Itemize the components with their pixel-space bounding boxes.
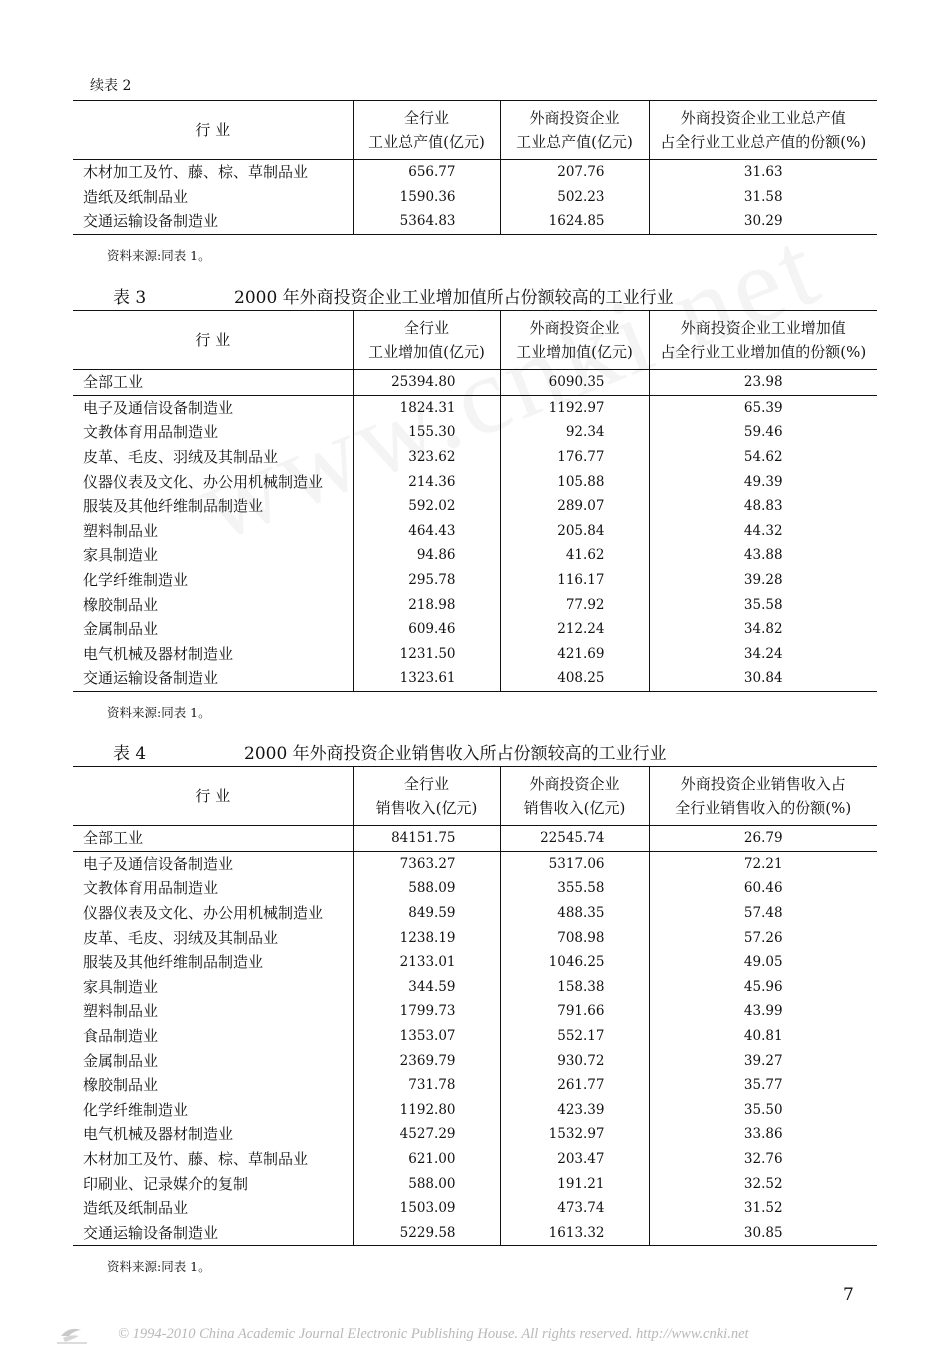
continued-table-title: 续表 2: [90, 78, 132, 94]
total-industry-cell: 155.30: [353, 420, 500, 445]
table-row: [73, 519, 877, 544]
share-cell: 59.46: [649, 420, 877, 445]
industry-cell: 全部工业: [73, 826, 353, 852]
table-row: [73, 543, 877, 568]
share-cell: 34.24: [649, 642, 877, 667]
table-total-row: [73, 370, 877, 396]
total-industry-cell: 588.09: [353, 876, 500, 901]
table-row: [73, 950, 877, 975]
total-industry-cell: 849.59: [353, 901, 500, 926]
share-cell: 54.62: [649, 445, 877, 470]
share-cell: 44.32: [649, 519, 877, 544]
share-cell: 49.05: [649, 950, 877, 975]
share-cell: 43.88: [649, 543, 877, 568]
total-industry-cell: 4527.29: [353, 1122, 500, 1147]
table-row: [73, 925, 877, 950]
table-3-number: 表 3: [113, 288, 147, 308]
table-row: [73, 1147, 877, 1172]
total-industry-cell: 94.86: [353, 543, 500, 568]
industry-cell: 皮革、毛皮、羽绒及其制品业: [83, 448, 279, 467]
share-cell: 30.84: [649, 666, 877, 691]
header-industry: 行 业: [73, 767, 353, 826]
header-total-industry: 全行业 工业增加值(亿元): [353, 311, 500, 370]
header-share: 外商投资企业工业总产值 占全行业工业总产值的份额(%): [649, 101, 877, 160]
table-row: [73, 1048, 877, 1073]
header-share: 外商投资企业销售收入占 全行业销售收入的份额(%): [649, 767, 877, 826]
foreign-enterprise-cell: 708.98: [500, 925, 649, 950]
table-row: [73, 568, 877, 593]
total-industry-cell: 656.77: [353, 160, 500, 185]
share-cell: 60.46: [649, 876, 877, 901]
foreign-enterprise-cell: 176.77: [500, 445, 649, 470]
table-row: [73, 420, 877, 445]
foreign-enterprise-cell: 930.72: [500, 1048, 649, 1073]
industry-cell: 仪器仪表及文化、办公用机械制造业: [83, 904, 324, 923]
table-2: [73, 100, 877, 235]
table-row: [73, 642, 877, 667]
cnki-logo-icon: [55, 1322, 89, 1346]
table-row: [73, 592, 877, 617]
table-row: [73, 494, 877, 519]
industry-cell: 造纸及纸制品业: [83, 1199, 189, 1218]
industry-cell: 家具制造业: [83, 977, 159, 996]
total-industry-cell: 2369.79: [353, 1048, 500, 1073]
table-row: [73, 999, 877, 1024]
industry-cell: 电子及通信设备制造业: [83, 854, 234, 873]
industry-cell: 皮革、毛皮、羽绒及其制品业: [83, 928, 279, 947]
total-industry-cell: 464.43: [353, 519, 500, 544]
foreign-enterprise-cell: 791.66: [500, 999, 649, 1024]
industry-cell: 化学纤维制造业: [83, 571, 189, 590]
foreign-enterprise-cell: 92.34: [500, 420, 649, 445]
industry-cell: 造纸及纸制品业: [83, 187, 189, 206]
total-industry-cell: 25394.80: [353, 370, 500, 396]
foreign-enterprise-cell: 1532.97: [500, 1122, 649, 1147]
industry-cell: 金属制品业: [83, 1051, 159, 1070]
industry-cell: 化学纤维制造业: [83, 1100, 189, 1119]
table-row: [73, 1024, 877, 1049]
industry-cell: 木材加工及竹、藤、棕、草制品业: [83, 1150, 309, 1169]
total-industry-cell: 7363.27: [353, 851, 500, 876]
foreign-enterprise-cell: 502.23: [500, 185, 649, 210]
header-foreign-enterprise: 外商投资企业 销售收入(亿元): [500, 767, 649, 826]
table-row: [73, 1098, 877, 1123]
industry-cell: 文教体育用品制造业: [83, 423, 219, 442]
industry-cell: 服装及其他纤维制品制造业: [83, 497, 264, 516]
share-cell: 32.76: [649, 1147, 877, 1172]
table-4: [73, 766, 877, 1246]
table-row: [73, 1171, 877, 1196]
share-cell: 31.58: [649, 185, 877, 210]
foreign-enterprise-cell: 5317.06: [500, 851, 649, 876]
total-industry-cell: 1231.50: [353, 642, 500, 667]
table-row: [73, 617, 877, 642]
table-total-row: [73, 826, 877, 852]
table-row: [73, 666, 877, 691]
industry-cell: 电气机械及器材制造业: [83, 644, 234, 663]
industry-cell: 印刷业、记录媒介的复制: [83, 1174, 249, 1193]
share-cell: 34.82: [649, 617, 877, 642]
header-total-industry: 全行业 销售收入(亿元): [353, 767, 500, 826]
industry-cell: 橡胶制品业: [83, 1076, 159, 1095]
table-4-source: 资料来源:同表 1。: [107, 1259, 211, 1274]
table-4-title: 2000 年外商投资企业销售收入所占份额较高的工业行业: [244, 744, 667, 764]
table-header-row: [73, 101, 877, 160]
industry-cell: 文教体育用品制造业: [83, 879, 219, 898]
table-row: [73, 901, 877, 926]
industry-cell: 服装及其他纤维制品制造业: [83, 953, 264, 972]
foreign-enterprise-cell: 473.74: [500, 1196, 649, 1221]
share-cell: 31.63: [649, 160, 877, 185]
table-3-title: 2000 年外商投资企业工业增加值所占份额较高的工业行业: [234, 288, 674, 308]
table-row: [73, 851, 877, 876]
share-cell: 23.98: [649, 370, 877, 396]
share-cell: 39.28: [649, 568, 877, 593]
share-cell: 43.99: [649, 999, 877, 1024]
industry-cell: 塑料制品业: [83, 521, 159, 540]
share-cell: 57.48: [649, 901, 877, 926]
foreign-enterprise-cell: 77.92: [500, 592, 649, 617]
foreign-enterprise-cell: 552.17: [500, 1024, 649, 1049]
share-cell: 30.85: [649, 1221, 877, 1246]
foreign-enterprise-cell: 205.84: [500, 519, 649, 544]
foreign-enterprise-cell: 116.17: [500, 568, 649, 593]
total-industry-cell: 609.46: [353, 617, 500, 642]
total-industry-cell: 344.59: [353, 975, 500, 1000]
table-row: [73, 1073, 877, 1098]
total-industry-cell: 731.78: [353, 1073, 500, 1098]
table-row: [73, 209, 877, 234]
total-industry-cell: 1323.61: [353, 666, 500, 691]
table-row: [73, 876, 877, 901]
foreign-enterprise-cell: 1613.32: [500, 1221, 649, 1246]
industry-cell: 全部工业: [73, 370, 353, 396]
total-industry-cell: 1824.31: [353, 395, 500, 420]
header-total-industry: 全行业 工业总产值(亿元): [353, 101, 500, 160]
total-industry-cell: 2133.01: [353, 950, 500, 975]
total-industry-cell: 1503.09: [353, 1196, 500, 1221]
table-row: [73, 395, 877, 420]
foreign-enterprise-cell: 41.62: [500, 543, 649, 568]
industry-cell: 电气机械及器材制造业: [83, 1125, 234, 1144]
share-cell: 65.39: [649, 395, 877, 420]
table-header-row: [73, 767, 877, 826]
table-row: [73, 469, 877, 494]
share-cell: 35.58: [649, 592, 877, 617]
industry-cell: 仪器仪表及文化、办公用机械制造业: [83, 472, 324, 491]
foreign-enterprise-cell: 1046.25: [500, 950, 649, 975]
foreign-enterprise-cell: 423.39: [500, 1098, 649, 1123]
share-cell: 35.77: [649, 1073, 877, 1098]
total-industry-cell: 621.00: [353, 1147, 500, 1172]
share-cell: 49.39: [649, 469, 877, 494]
industry-cell: 交通运输设备制造业: [83, 212, 219, 231]
foreign-enterprise-cell: 207.76: [500, 160, 649, 185]
foreign-enterprise-cell: 22545.74: [500, 826, 649, 852]
header-industry: 行 业: [73, 101, 353, 160]
total-industry-cell: 218.98: [353, 592, 500, 617]
foreign-enterprise-cell: 261.77: [500, 1073, 649, 1098]
foreign-enterprise-cell: 1192.97: [500, 395, 649, 420]
share-cell: 32.52: [649, 1171, 877, 1196]
foreign-enterprise-cell: 6090.35: [500, 370, 649, 396]
foreign-enterprise-cell: 488.35: [500, 901, 649, 926]
industry-cell: 橡胶制品业: [83, 595, 159, 614]
header-foreign-enterprise: 外商投资企业 工业总产值(亿元): [500, 101, 649, 160]
total-industry-cell: 1590.36: [353, 185, 500, 210]
share-cell: 40.81: [649, 1024, 877, 1049]
total-industry-cell: 592.02: [353, 494, 500, 519]
table-2-source: 资料来源:同表 1。: [107, 248, 211, 263]
foreign-enterprise-cell: 421.69: [500, 642, 649, 667]
share-cell: 33.86: [649, 1122, 877, 1147]
table-header-row: [73, 311, 877, 370]
page-number: 7: [843, 1285, 854, 1305]
total-industry-cell: 295.78: [353, 568, 500, 593]
foreign-enterprise-cell: 1624.85: [500, 209, 649, 234]
total-industry-cell: 1192.80: [353, 1098, 500, 1123]
header-share: 外商投资企业工业增加值 占全行业工业增加值的份额(%): [649, 311, 877, 370]
industry-cell: 木材加工及竹、藤、棕、草制品业: [83, 163, 309, 182]
foreign-enterprise-cell: 191.21: [500, 1171, 649, 1196]
total-industry-cell: 323.62: [353, 445, 500, 470]
table-3: [73, 310, 877, 692]
industry-cell: 金属制品业: [83, 620, 159, 639]
share-cell: 26.79: [649, 826, 877, 852]
table-row: [73, 160, 877, 185]
table-row: [73, 445, 877, 470]
foreign-enterprise-cell: 408.25: [500, 666, 649, 691]
total-industry-cell: 5229.58: [353, 1221, 500, 1246]
table-row: [73, 1122, 877, 1147]
share-cell: 39.27: [649, 1048, 877, 1073]
total-industry-cell: 84151.75: [353, 826, 500, 852]
share-cell: 57.26: [649, 925, 877, 950]
foreign-enterprise-cell: 289.07: [500, 494, 649, 519]
industry-cell: 交通运输设备制造业: [83, 669, 219, 688]
share-cell: 30.29: [649, 209, 877, 234]
table-row: [73, 1221, 877, 1246]
foreign-enterprise-cell: 355.58: [500, 876, 649, 901]
industry-cell: 食品制造业: [83, 1027, 159, 1046]
industry-cell: 塑料制品业: [83, 1002, 159, 1021]
total-industry-cell: 5364.83: [353, 209, 500, 234]
table-3-source: 资料来源:同表 1。: [107, 705, 211, 720]
industry-cell: 交通运输设备制造业: [83, 1223, 219, 1242]
header-foreign-enterprise: 外商投资企业 工业增加值(亿元): [500, 311, 649, 370]
share-cell: 35.50: [649, 1098, 877, 1123]
share-cell: 72.21: [649, 851, 877, 876]
total-industry-cell: 214.36: [353, 469, 500, 494]
header-industry: 行 业: [73, 311, 353, 370]
share-cell: 48.83: [649, 494, 877, 519]
total-industry-cell: 1799.73: [353, 999, 500, 1024]
table-row: [73, 1196, 877, 1221]
foreign-enterprise-cell: 158.38: [500, 975, 649, 1000]
share-cell: 45.96: [649, 975, 877, 1000]
foreign-enterprise-cell: 203.47: [500, 1147, 649, 1172]
foreign-enterprise-cell: 212.24: [500, 617, 649, 642]
total-industry-cell: 1238.19: [353, 925, 500, 950]
total-industry-cell: 1353.07: [353, 1024, 500, 1049]
copyright-footer: © 1994-2010 China Academic Journal Electronic Publishing House. All rights reserved. http://www.cnki.net: [118, 1326, 749, 1342]
share-cell: 31.52: [649, 1196, 877, 1221]
table-4-number: 表 4: [113, 744, 147, 764]
foreign-enterprise-cell: 105.88: [500, 469, 649, 494]
industry-cell: 家具制造业: [83, 546, 159, 565]
table-row: [73, 185, 877, 210]
industry-cell: 电子及通信设备制造业: [83, 398, 234, 417]
table-row: [73, 975, 877, 1000]
total-industry-cell: 588.00: [353, 1171, 500, 1196]
